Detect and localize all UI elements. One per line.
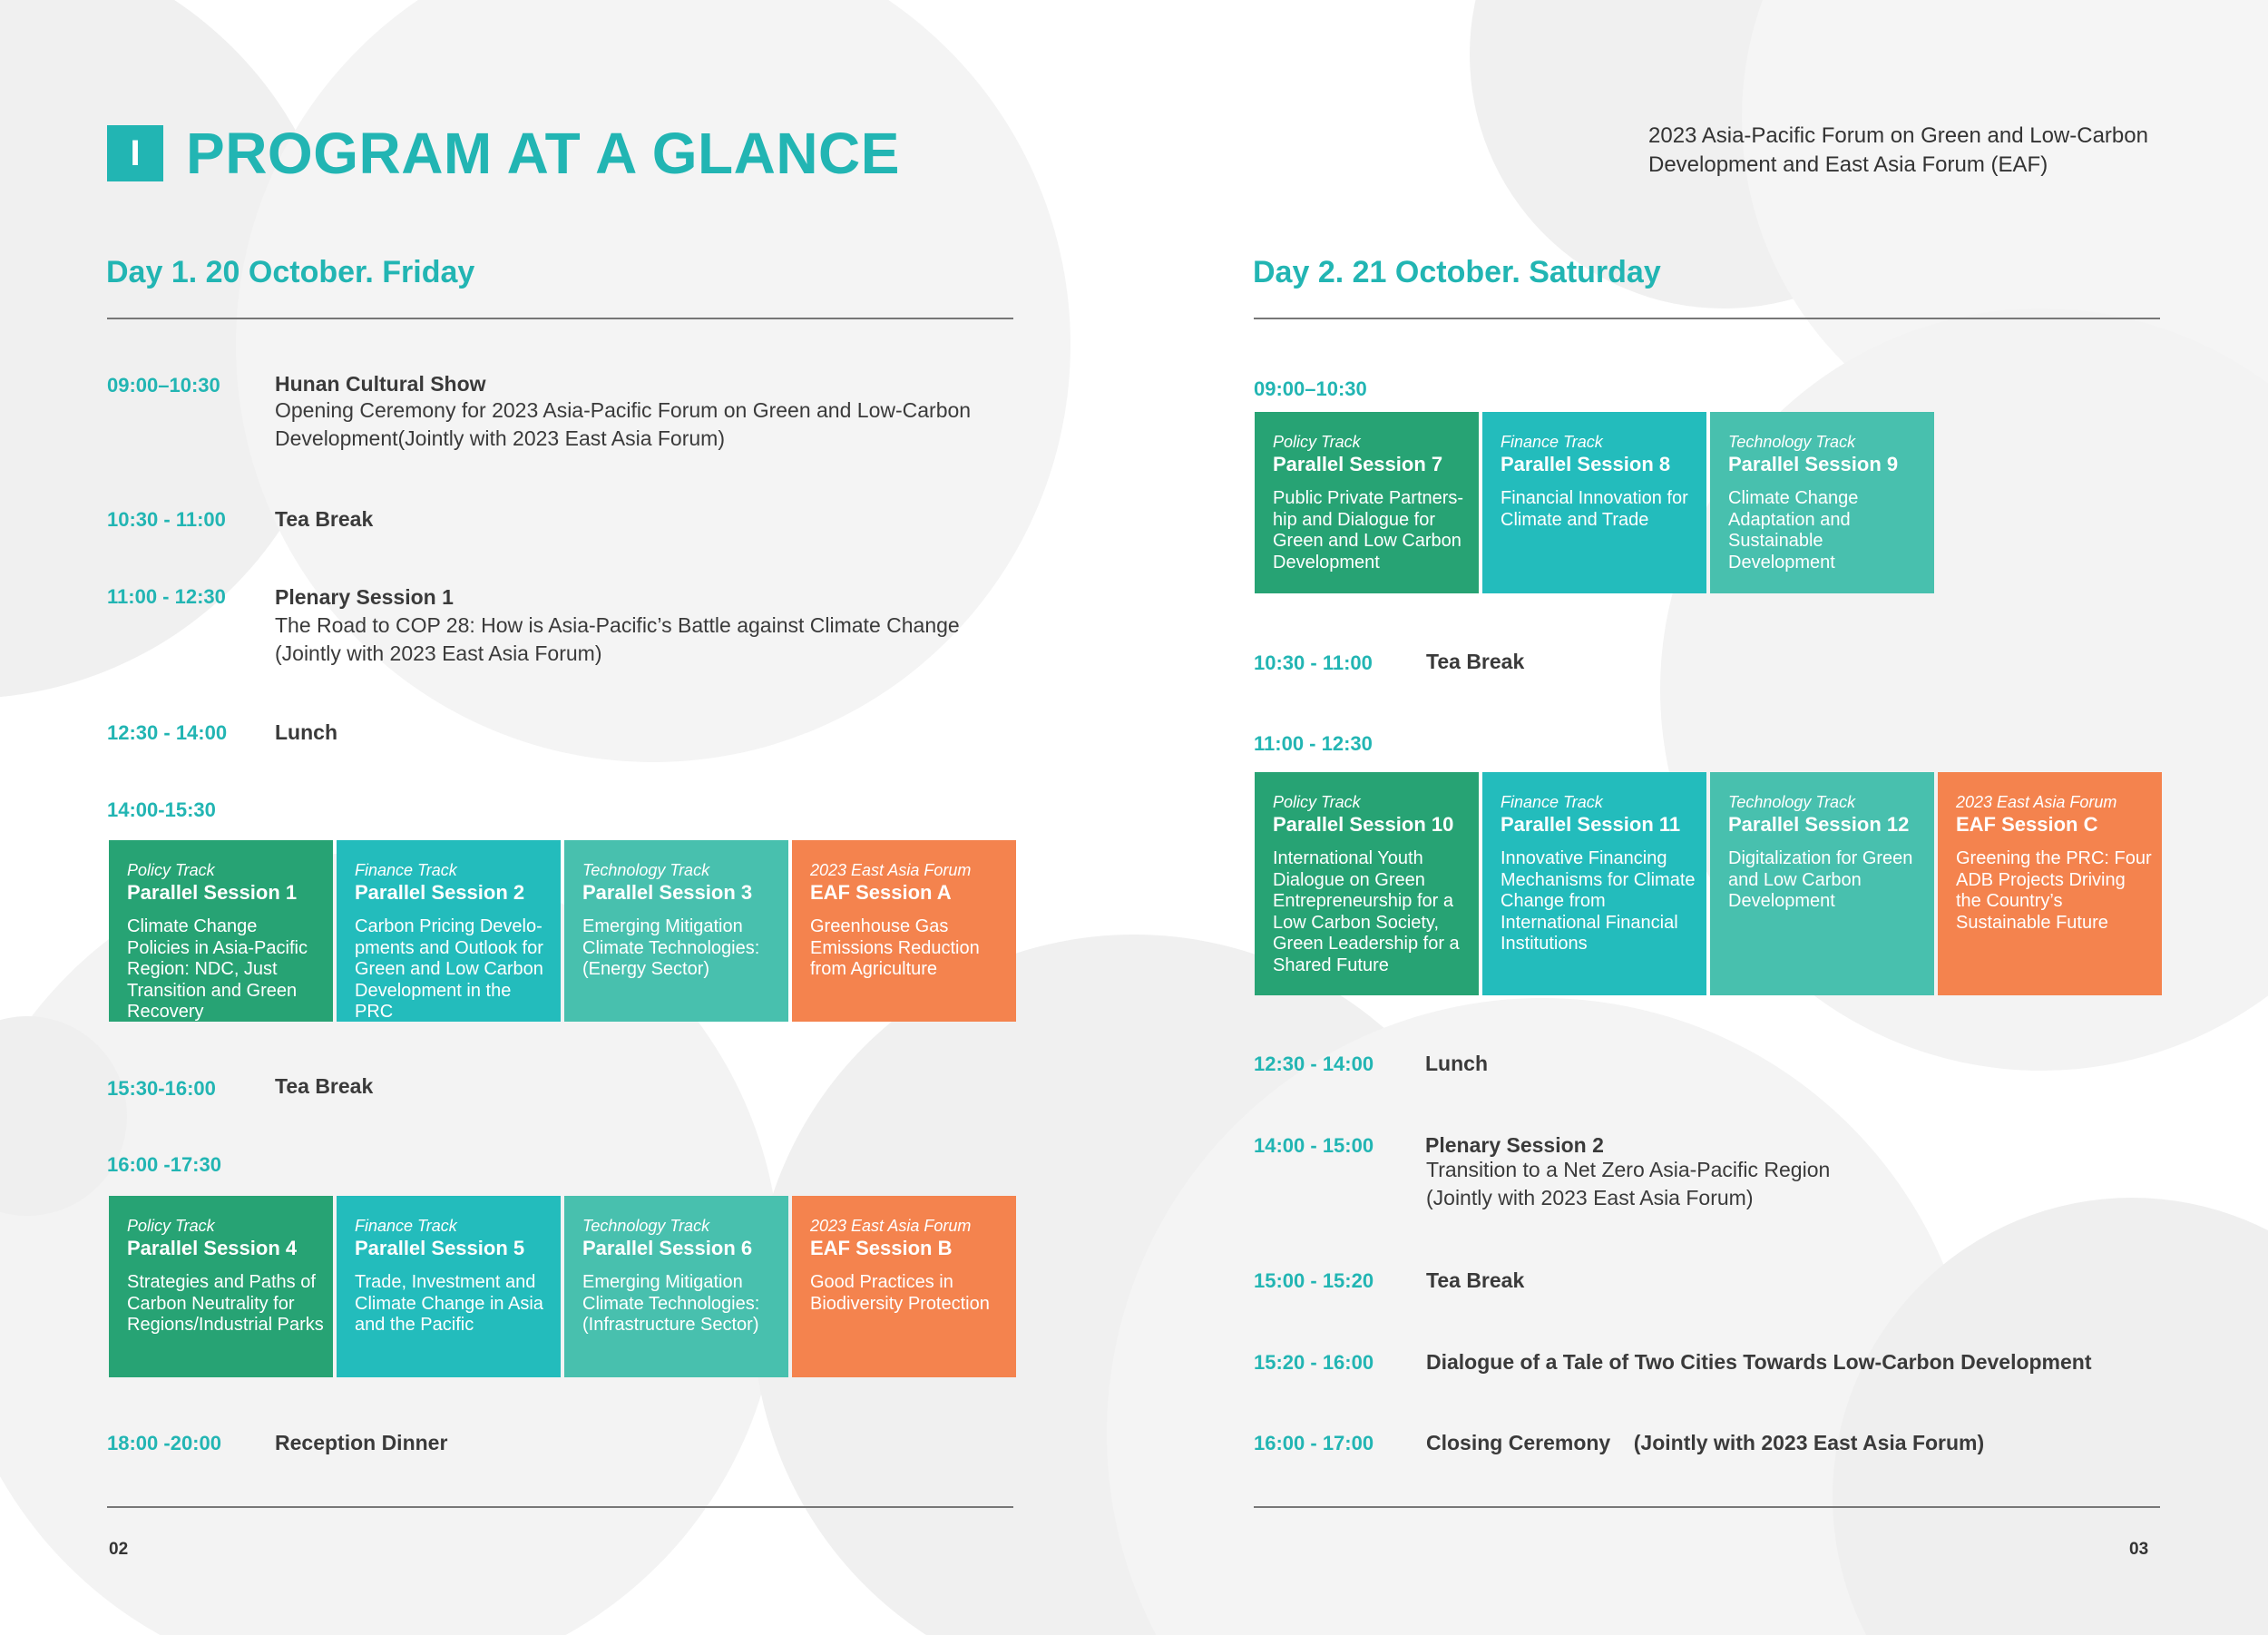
session-track: Finance Track (355, 1217, 457, 1235)
session-track: 2023 East Asia Forum (810, 861, 972, 879)
session-name: Parallel Session 10 (1273, 813, 1454, 836)
day2-event-7-title: Dialogue of a Tale of Two Cities Towards Low-Carbon Development (1426, 1350, 2092, 1374)
session-topic: Climate Change Adaptation and Sustainable Development (1728, 488, 1859, 573)
day1-session-grid-1 (109, 840, 1016, 1022)
session-track: Finance Track (1501, 433, 1603, 451)
session-topic: Digitalization for Green and Low Carbon Development (1728, 848, 1913, 911)
session-name: Parallel Session 12 (1728, 813, 1910, 836)
day2-time-8: 16:00 - 17:00 (1254, 1432, 1374, 1454)
day1-event-1-desc-line-1: Opening Ceremony for 2023 Asia-Pacific Forum on Green and Low-Carbon (275, 398, 972, 422)
session-topic: Carbon Pricing Develo-pments and Outlook for Green and Low Carbon Development in the PRC (355, 916, 543, 1022)
day2-time-6: 15:00 - 15:20 (1254, 1269, 1374, 1292)
day2-event-4-title: Lunch (1425, 1052, 1488, 1075)
session-name: Parallel Session 5 (355, 1237, 525, 1259)
event-title-line-2: Development and East Asia Forum (EAF) (1648, 152, 2048, 177)
day1-event-4-title: Lunch (275, 720, 337, 744)
day1-time-1: 09:00–10:30 (107, 374, 220, 397)
session-name: Parallel Session 7 (1273, 453, 1443, 475)
day1-event-3-desc-line-2: (Jointly with 2023 East Asia Forum) (275, 641, 602, 665)
session-topic: Innovative Financing Mechanisms for Climate Change from International Financial Institutions (1501, 848, 1696, 954)
day2-event-5-title: Plenary Session 2 (1425, 1133, 1604, 1157)
day1-time-2: 10:30 - 11:00 (107, 508, 226, 531)
day2-time-1: 09:00–10:30 (1254, 377, 1367, 400)
session-name: EAF Session B (810, 1237, 953, 1259)
day1-event-1-title: Hunan Cultural Show (275, 372, 486, 396)
session-track: Policy Track (1273, 433, 1361, 451)
session-track: Policy Track (1273, 793, 1361, 811)
session-card (337, 840, 561, 1022)
day2-event-8-title: Closing Ceremony (Jointly with 2023 East Asia Forum) (1426, 1431, 1985, 1454)
day1-session-grid-2 (109, 1196, 1016, 1377)
session-name: EAF Session A (810, 881, 952, 904)
day2-session-grid-1 (1255, 412, 1934, 593)
day2-divider (1254, 318, 2160, 319)
session-track: Technology Track (582, 861, 710, 879)
day1-event-3-desc-line-1: The Road to COP 28: How is Asia-Pacific’s Battle against Climate Change (275, 613, 960, 637)
session-card (109, 1196, 333, 1377)
event-title-line-1: 2023 Asia-Pacific Forum on Green and Low-Carbon (1648, 123, 2148, 148)
page-number-left: 02 (109, 1540, 129, 1559)
day2-title: Day 2. 21 October. Saturday (1253, 255, 1661, 289)
day1-event-2-title: Tea Break (275, 507, 374, 531)
session-name: Parallel Session 9 (1728, 453, 1899, 475)
day2-time-7: 15:20 - 16:00 (1254, 1351, 1374, 1374)
day2-event-5-desc-line-1: Transition to a Net Zero Asia-Pacific Region (1426, 1158, 1831, 1181)
session-card (1710, 412, 1934, 593)
session-track: Finance Track (355, 861, 457, 879)
session-topic: Public Private Partners-hip and Dialogue for Green and Low Carbon Development (1273, 488, 1464, 573)
session-topic: Strategies and Paths of Carbon Neutrality for Regions/Industrial Parks (127, 1272, 324, 1335)
session-name: Parallel Session 8 (1501, 453, 1671, 475)
day2-time-5: 14:00 - 15:00 (1254, 1134, 1374, 1157)
session-track: 2023 East Asia Forum (1956, 793, 2117, 811)
session-name: Parallel Session 2 (355, 881, 525, 904)
day1-event-1-desc-line-2: Development(Jointly with 2023 East Asia Forum) (275, 426, 725, 450)
session-name: Parallel Session 6 (582, 1237, 753, 1259)
day1-event-3-desc (275, 612, 1001, 668)
day2-time-2: 10:30 - 11:00 (1254, 651, 1373, 674)
session-card (1482, 412, 1706, 593)
day1-time-4: 12:30 - 14:00 (107, 721, 228, 744)
day2-time-4: 12:30 - 14:00 (1254, 1052, 1374, 1075)
session-topic: Emerging Mitigation Climate Technologies: (Infrastructure Sector) (582, 1272, 760, 1335)
day1-event-1-desc (275, 397, 1001, 453)
session-track: Policy Track (127, 861, 215, 879)
session-name: Parallel Session 3 (582, 881, 753, 904)
day2-event-6-title: Tea Break (1426, 1268, 1525, 1292)
day1-time-7: 16:00 -17:30 (107, 1153, 221, 1176)
page-title: PROGRAM AT A GLANCE (186, 121, 900, 186)
session-name: Parallel Session 11 (1501, 813, 1681, 836)
session-card (792, 840, 1016, 1022)
day2-time-3: 11:00 - 12:30 (1254, 732, 1373, 755)
session-track: Technology Track (582, 1217, 710, 1235)
session-card (1938, 772, 2162, 995)
day2-event-5-desc (1426, 1156, 2134, 1212)
session-topic: Emerging Mitigation Climate Technologies: (Energy Sector) (582, 916, 760, 979)
session-card (109, 840, 333, 1022)
day2-event-2-title: Tea Break (1426, 650, 1525, 673)
session-topic: Greenhouse Gas Emissions Reduction from Agriculture (810, 916, 980, 979)
session-topic: Climate Change Policies in Asia-Pacific Region: NDC, Just Transition and Green Recovery (127, 916, 308, 1022)
session-track: 2023 East Asia Forum (810, 1217, 972, 1235)
session-card (1255, 772, 1479, 995)
session-card (564, 1196, 788, 1377)
day1-event-3-title: Plenary Session 1 (275, 585, 454, 609)
section-number: I (130, 132, 141, 173)
session-card (337, 1196, 561, 1377)
day1-divider (107, 318, 1013, 319)
section-number-badge (107, 125, 163, 181)
session-name: Parallel Session 4 (127, 1237, 298, 1259)
session-track: Finance Track (1501, 793, 1603, 811)
day1-event-8-title: Reception Dinner (275, 1431, 448, 1454)
session-topic: Good Practices in Biodiversity Protection (810, 1272, 990, 1314)
session-topic: Trade, Investment and Climate Change in Asia and the Pacific (355, 1272, 543, 1335)
day2-event-5-desc-line-2: (Jointly with 2023 East Asia Forum) (1426, 1186, 1754, 1209)
session-name: Parallel Session 1 (127, 881, 298, 904)
session-card (792, 1196, 1016, 1377)
page-number-right: 03 (2129, 1540, 2149, 1559)
session-topic: Financial Innovation for Climate and Trade (1501, 488, 1688, 530)
day1-time-8: 18:00 -20:00 (107, 1432, 221, 1454)
day1-footer-divider (107, 1506, 1013, 1508)
day2-session-grid-2 (1255, 772, 2162, 995)
session-topic: Greening the PRC: Four ADB Projects Driving the Country’s Sustainable Future (1956, 848, 2152, 933)
event-title (1648, 122, 2211, 180)
day1-time-6: 15:30-16:00 (107, 1077, 216, 1100)
day1-title: Day 1. 20 October. Friday (106, 255, 475, 289)
session-card (1255, 412, 1479, 593)
session-name: EAF Session C (1956, 813, 2098, 836)
session-track: Technology Track (1728, 793, 1856, 811)
day1-event-6-title: Tea Break (275, 1074, 374, 1098)
day1-time-5: 14:00-15:30 (107, 798, 216, 821)
day2-footer-divider (1254, 1506, 2160, 1508)
session-track: Policy Track (127, 1217, 215, 1235)
session-card (564, 840, 788, 1022)
session-track: Technology Track (1728, 433, 1856, 451)
day1-time-3: 11:00 - 12:30 (107, 585, 226, 608)
session-card (1710, 772, 1934, 995)
session-card (1482, 772, 1706, 995)
session-topic: International Youth Dialogue on Green Entrepreneurship for a Low Carbon Society, Green Leadership for a Shared Future (1273, 848, 1460, 975)
